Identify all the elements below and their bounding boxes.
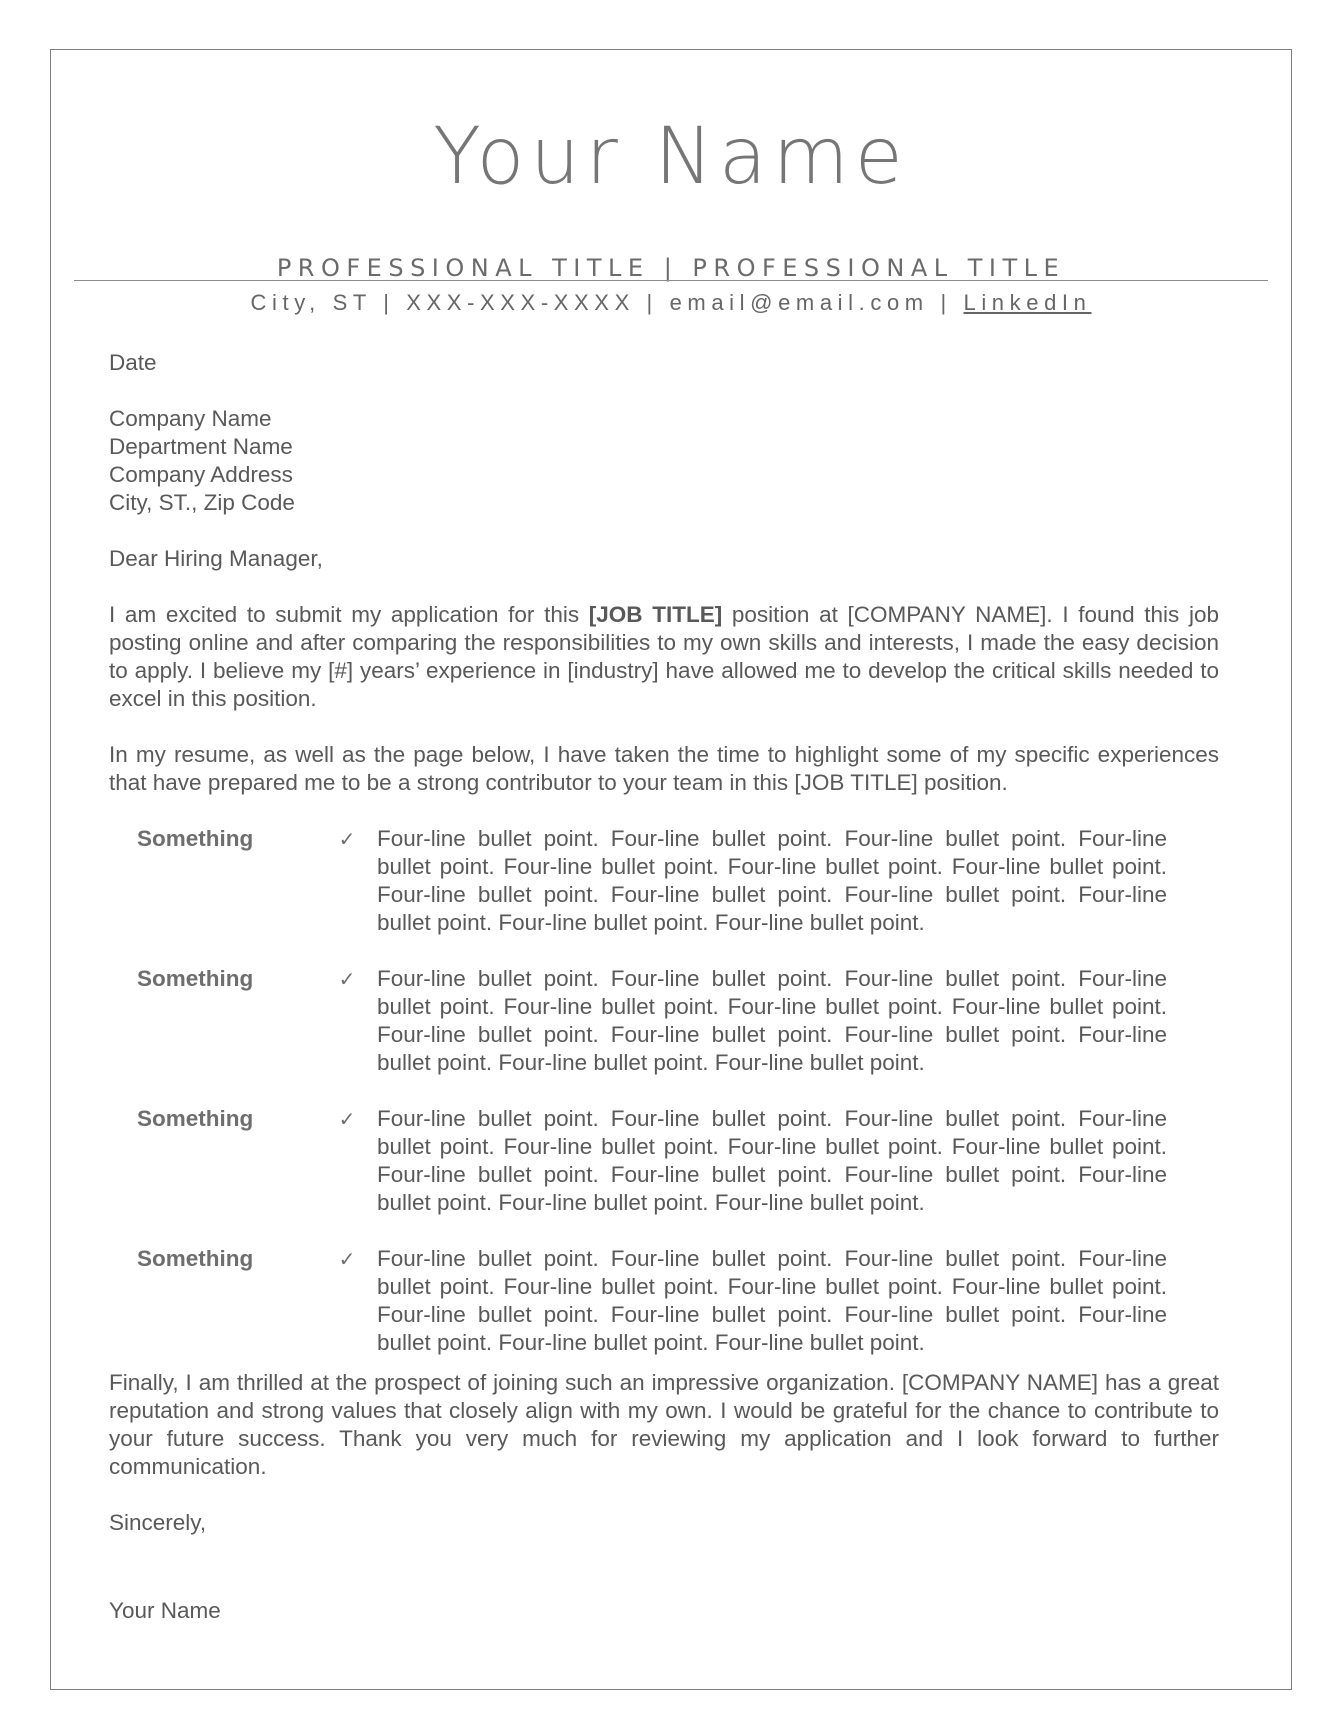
professional-titles: PROFESSIONAL TITLE | PROFESSIONAL TITLE — [276, 254, 1066, 282]
highlight-row — [109, 1245, 1219, 1357]
letter-body — [109, 349, 1219, 1625]
contact-line — [51, 290, 1291, 316]
address-line: Department Name — [109, 434, 293, 459]
signature-name: Your Name — [109, 1598, 221, 1623]
header-divider — [74, 280, 1268, 281]
address-line: Company Address — [109, 462, 293, 487]
checkmark-icon: ✓ — [338, 1247, 356, 1271]
checkmark-icon: ✓ — [338, 827, 356, 851]
signoff: Sincerely, — [109, 1510, 207, 1535]
contact-details: City, ST | XXX-XXX-XXXX | email@email.com | — [250, 290, 964, 315]
highlight-row — [109, 1105, 1219, 1217]
closing-paragraph: Finally, I am thrilled at the prospect of joining such an impressive organization. [COMPANY NAME] has a great reputation and strong values that closely align with my own. I would be grateful for the chance to contribute to your future success. Thank you very much for reviewing my application and I look forward to further communication. — [109, 1370, 1219, 1479]
checkmark-icon: ✓ — [338, 1107, 356, 1131]
highlight-label: Something — [137, 1106, 254, 1131]
letter-date: Date — [109, 350, 157, 375]
page-border — [50, 49, 1292, 1690]
highlight-row — [109, 965, 1219, 1077]
highlight-text: Four-line bullet point. Four-line bullet point. Four-line bullet point. Four-line bullet point. Four-line bullet point. Four-line bullet point. Four-line bullet point. Four-line bullet point. Four-line bullet point. Four-line bullet point. Four-line bullet point. Four-line bullet point. Four-line bullet point. — [377, 966, 1167, 1075]
checkmark-icon: ✓ — [338, 967, 356, 991]
linkedin-link[interactable]: LinkedIn — [963, 290, 1092, 315]
salutation: Dear Hiring Manager, — [109, 546, 323, 571]
highlight-label: Something — [137, 826, 254, 851]
resume-paragraph: In my resume, as well as the page below, I have taken the time to highlight some of my specific experiences that have prepared me to be a strong contributor to your team in this [JOB TITLE] position. — [109, 742, 1219, 795]
highlight-row — [109, 825, 1219, 937]
job-title-bold: [JOB TITLE] — [588, 602, 723, 627]
address-line: Company Name — [109, 406, 272, 431]
highlight-text: Four-line bullet point. Four-line bullet point. Four-line bullet point. Four-line bullet point. Four-line bullet point. Four-line bullet point. Four-line bullet point. Four-line bullet point. Four-line bullet point. Four-line bullet point. Four-line bullet point. Four-line bullet point. Four-line bullet point. — [377, 826, 1167, 935]
highlight-label: Something — [137, 966, 254, 991]
intro-text-start: I am excited to submit my application for this — [109, 602, 589, 627]
intro-paragraph — [109, 601, 1219, 713]
intro-text-end: position at [COMPANY NAME]. I found this job posting online and after comparing the responsibilities to my own skills and interests, I made the easy decision to apply. I believe my [#] years’ experience in [industry] have allowed me to develop the critical skills needed to excel in this position. — [109, 602, 1219, 711]
applicant-name: Your Name — [433, 112, 909, 202]
highlight-text: Four-line bullet point. Four-line bullet point. Four-line bullet point. Four-line bullet point. Four-line bullet point. Four-line bullet point. Four-line bullet point. Four-line bullet point. Four-line bullet point. Four-line bullet point. Four-line bullet point. Four-line bullet point. Four-line bullet point. — [377, 1106, 1167, 1215]
highlight-label: Something — [137, 1246, 254, 1271]
address-line: City, ST., Zip Code — [109, 490, 295, 515]
highlight-text: Four-line bullet point. Four-line bullet point. Four-line bullet point. Four-line bullet point. Four-line bullet point. Four-line bullet point. Four-line bullet point. Four-line bullet point. Four-line bullet point. Four-line bullet point. Four-line bullet point. Four-line bullet point. Four-line bullet point. — [377, 1246, 1167, 1355]
